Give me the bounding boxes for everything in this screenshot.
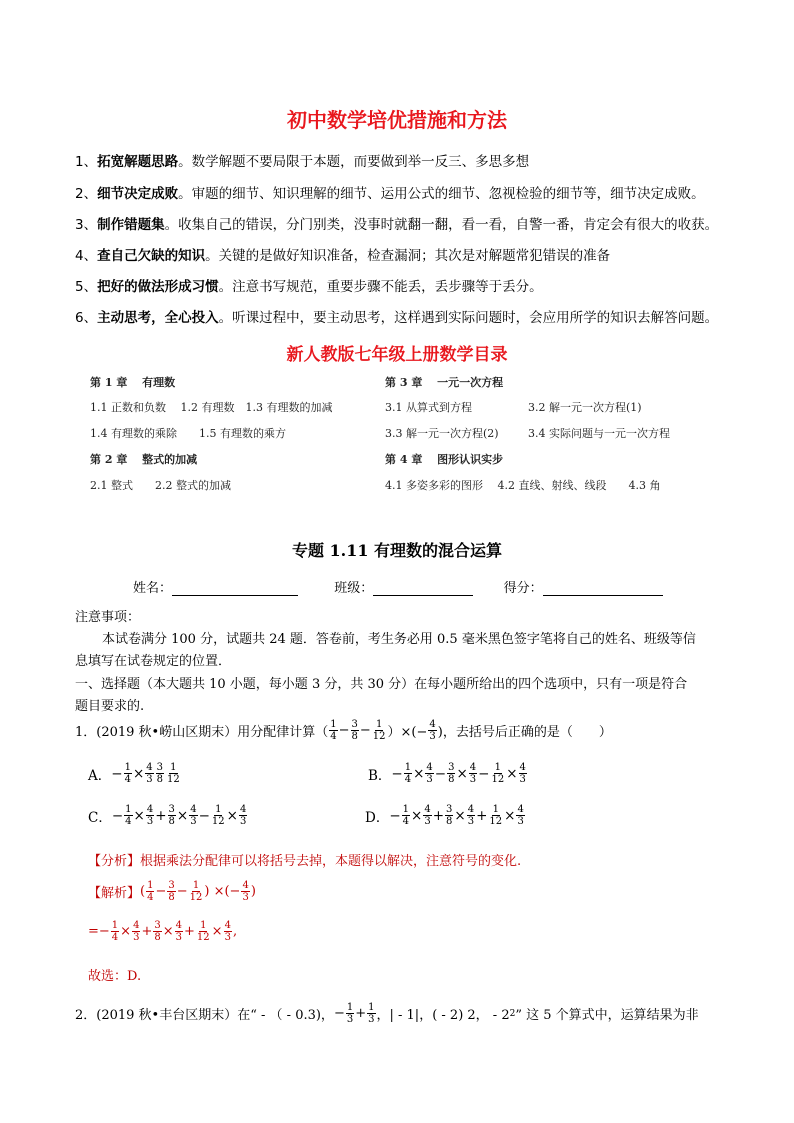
- option-b[interactable]: B． − $\frac{1}{4}$ × $\frac{4}{3}$ − $\frac{3}{8}$ × $\frac{4}{3}$ − $\frac{1}{12}$ × $\frac{4}{3}$: [368, 762, 526, 785]
- name-field[interactable]: [172, 595, 298, 596]
- tip-item: 1、拓宽解题思路。数学解题不要局限于本题，而要做到举一反三、多思多想: [75, 154, 530, 170]
- toc-title: 新人教版七年级上册数学目录: [286, 345, 508, 365]
- tip-item: 5、把好的做法形成习惯。注意书写规范，重要步骤不能丢，丢步骤等于丢分。: [75, 279, 543, 295]
- question-1-stem: 1．(2019 秋•崂山区期末）用分配律计算（ $\frac{1}{4}$ − $\frac{3}{8}$ − $\frac{1}{12}$ ）×(− $\frac{4}{3}$ )，去括号后正确的是（ ）: [75, 719, 612, 742]
- toc-row: 4.1 多姿多彩的图形 4.2 直线、射线、线段 4.3 角: [385, 479, 661, 492]
- toc-row: 3.3 解一元一次方程(2): [385, 427, 499, 440]
- option-c[interactable]: C． − $\frac{1}{4}$ × $\frac{4}{3}$ + $\frac{3}{8}$ × $\frac{4}{3}$ − $\frac{1}{12}$ × $\frac{4}{3}$: [88, 804, 247, 827]
- class-label: 班级：: [334, 581, 374, 596]
- solution-line-2: =− $\frac{1}{4}$ × $\frac{4}{3}$ + $\frac{3}{8}$ × $\frac{4}{3}$ + $\frac{1}{12}$ × $\frac{4}{3}$ ,: [88, 920, 238, 943]
- notice-body: 本试卷满分 100 分，试题共 24 题．答卷前，考生务必用 0.5 毫米黑色签字笔将自己的姓名、班级等信: [102, 632, 696, 647]
- toc-chapter-4: 第 4 章 图形认识实步: [385, 453, 504, 466]
- section-heading: 题目要求的.: [75, 699, 145, 714]
- tip-item: 6、主动思考，全心投入。听课过程中，要主动思考，这样遇到实际问题时，会应用所学的知识去解答问题。: [75, 310, 719, 326]
- toc-row: 3.1 从算式到方程: [385, 401, 472, 414]
- tip-item: 3、制作错题集。收集自己的错误，分门别类，没事时就翻一翻，看一看，自警一番，肯定会有很大的收获。: [75, 217, 719, 233]
- page-title: 初中数学培优措施和方法: [287, 108, 507, 132]
- notice-label: 注意事项：: [75, 610, 141, 625]
- toc-chapter-2: 第 2 章 整式的加减: [90, 453, 198, 466]
- toc-row: 3.2 解一元一次方程(1): [528, 401, 642, 414]
- info-row: [133, 577, 663, 596]
- score-label: 得分：: [503, 581, 543, 596]
- score-field[interactable]: [543, 595, 663, 596]
- name-label: 姓名：: [133, 581, 173, 596]
- tip-item: 2、细节决定成败。审题的细节、知识理解的细节、运用公式的细节、忽视检验的细节等，细节决定成败。: [75, 186, 705, 202]
- toc-chapter-3: 第 3 章 一元一次方程: [385, 376, 504, 389]
- question-2-stem: 2．(2019 秋•丰台区期末）在“ - （ - 0.3)， − $\frac{1}{3}$ + $\frac{1}{3}$ ，| - 1|，( - 2) 2， - 2 2 ” 这 5 个算式中，运算结果为非: [75, 1002, 699, 1025]
- answer: 故选：D.: [88, 969, 142, 984]
- toc-row: 3.4 实际问题与一元一次方程: [528, 427, 670, 440]
- toc-row: 1.4 有理数的乘除 1.5 有理数的乘方: [90, 427, 286, 440]
- option-d[interactable]: D． − $\frac{1}{4}$ × $\frac{4}{3}$ + $\frac{3}{8}$ × $\frac{4}{3}$ + $\frac{1}{12}$ × $\frac{4}{3}$: [365, 804, 524, 827]
- toc-row: 2.1 整式 2.2 整式的加减: [90, 479, 231, 492]
- toc-chapter-1: 第 1 章 有理数: [90, 376, 176, 389]
- tip-item: 4、查自己欠缺的知识。关键的是做好知识准备，检查漏洞；其次是对解题常犯错误的准备: [75, 248, 611, 264]
- option-a[interactable]: A． − $\frac{1}{4}$ × $\frac{4}{3}$ $\frac{3}{8}$ $\frac{1}{12}$: [88, 762, 180, 785]
- solution-line-1: 【解析】 ( $\frac{1}{4}$ − $\frac{3}{8}$ − $\frac{1}{12}$ ) ×(− $\frac{4}{3}$ ): [88, 880, 256, 903]
- analysis: 【分析】根据乘法分配律可以将括号去掉，本题得以解决，注意符号的变化.: [88, 854, 522, 869]
- notice-body: 息填写在试卷规定的位置．: [75, 654, 232, 669]
- exam-title: 专题 1.11 有理数的混合运算: [291, 541, 503, 560]
- section-heading: 一、选择题（本大题共 10 小题，每小题 3 分，共 30 分）在每小题所给出的四个选项中，只有一项是符合: [75, 677, 688, 692]
- toc-row: 1.1 正数和负数 1.2 有理数 1.3 有理数的加减: [90, 401, 333, 414]
- class-field[interactable]: [373, 595, 473, 596]
